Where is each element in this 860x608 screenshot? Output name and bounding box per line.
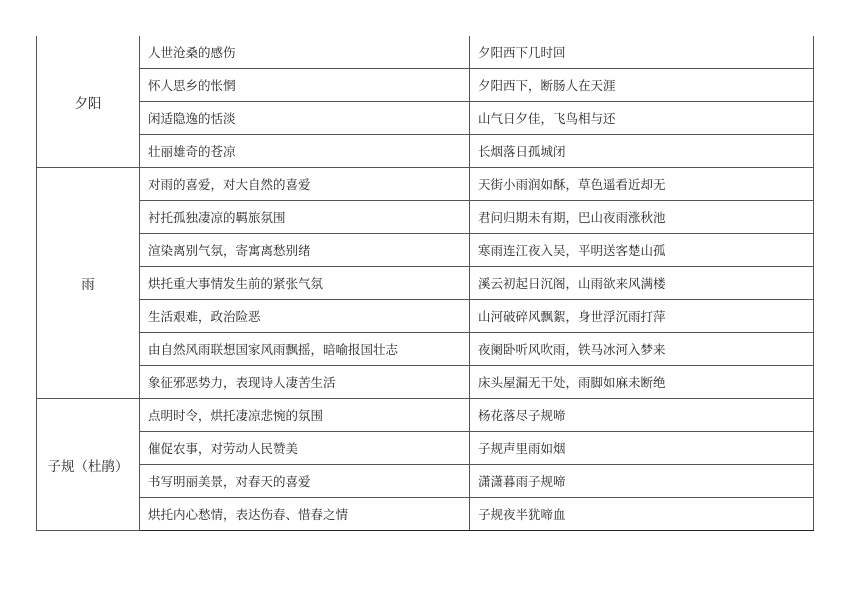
example-cell: 寒雨连江夜入吴，平明送客楚山孤 <box>470 234 814 267</box>
table-row <box>37 69 814 102</box>
table-row <box>37 300 814 333</box>
table-row <box>37 333 814 366</box>
meaning-cell: 催促农事，对劳动人民赞美 <box>140 432 470 465</box>
table-row <box>37 36 814 69</box>
meaning-cell: 人世沧桑的感伤 <box>140 36 470 69</box>
meaning-cell: 烘托内心愁情，表达伤春、惜春之情 <box>140 498 470 531</box>
imagery-table <box>36 36 814 531</box>
meaning-cell: 由自然风雨联想国家风雨飘摇，暗喻报国壮志 <box>140 333 470 366</box>
meaning-cell: 壮丽雄奇的苍凉 <box>140 135 470 168</box>
example-cell: 夕阳西下，断肠人在天涯 <box>470 69 814 102</box>
example-cell: 山河破碎风飘絮，身世浮沉雨打萍 <box>470 300 814 333</box>
table-row <box>37 267 814 300</box>
example-cell: 杨花落尽子规啼 <box>470 399 814 432</box>
category-cell: 雨 <box>37 168 140 399</box>
table-row <box>37 432 814 465</box>
example-cell: 溪云初起日沉阁，山雨欲来风满楼 <box>470 267 814 300</box>
meaning-cell: 对雨的喜爱，对大自然的喜爱 <box>140 168 470 201</box>
meaning-cell: 点明时令，烘托凄凉悲惋的氛围 <box>140 399 470 432</box>
example-cell: 子规声里雨如烟 <box>470 432 814 465</box>
meaning-cell: 烘托重大事情发生前的紧张气氛 <box>140 267 470 300</box>
table-row <box>37 201 814 234</box>
table-row <box>37 366 814 399</box>
example-cell: 山气日夕佳，飞鸟相与还 <box>470 102 814 135</box>
table-row <box>37 399 814 432</box>
meaning-cell: 怀人思乡的怅惘 <box>140 69 470 102</box>
table-row <box>37 234 814 267</box>
example-cell: 夕阳西下几时回 <box>470 36 814 69</box>
meaning-cell: 闲适隐逸的恬淡 <box>140 102 470 135</box>
table-row <box>37 135 814 168</box>
category-cell: 子规（杜鹃） <box>37 399 140 531</box>
example-cell: 长烟落日孤城闭 <box>470 135 814 168</box>
example-cell: 床头屋漏无干处，雨脚如麻未断绝 <box>470 366 814 399</box>
meaning-cell: 象征邪恶势力，表现诗人凄苦生活 <box>140 366 470 399</box>
table-row <box>37 498 814 531</box>
table-row <box>37 465 814 498</box>
table-row <box>37 102 814 135</box>
example-cell: 君问归期未有期，巴山夜雨涨秋池 <box>470 201 814 234</box>
example-cell: 天街小雨润如酥，草色遥看近却无 <box>470 168 814 201</box>
meaning-cell: 衬托孤独凄凉的羁旅氛围 <box>140 201 470 234</box>
meaning-cell: 生活艰难，政治险恶 <box>140 300 470 333</box>
imagery-table-body <box>37 36 814 531</box>
meaning-cell: 渲染离别气氛，寄寓离愁别绪 <box>140 234 470 267</box>
example-cell: 子规夜半犹啼血 <box>470 498 814 531</box>
meaning-cell: 书写明丽美景，对春天的喜爱 <box>140 465 470 498</box>
example-cell: 夜阑卧听风吹雨，铁马冰河入梦来 <box>470 333 814 366</box>
table-row <box>37 168 814 201</box>
category-cell: 夕阳 <box>37 36 140 168</box>
example-cell: 潇潇暮雨子规啼 <box>470 465 814 498</box>
